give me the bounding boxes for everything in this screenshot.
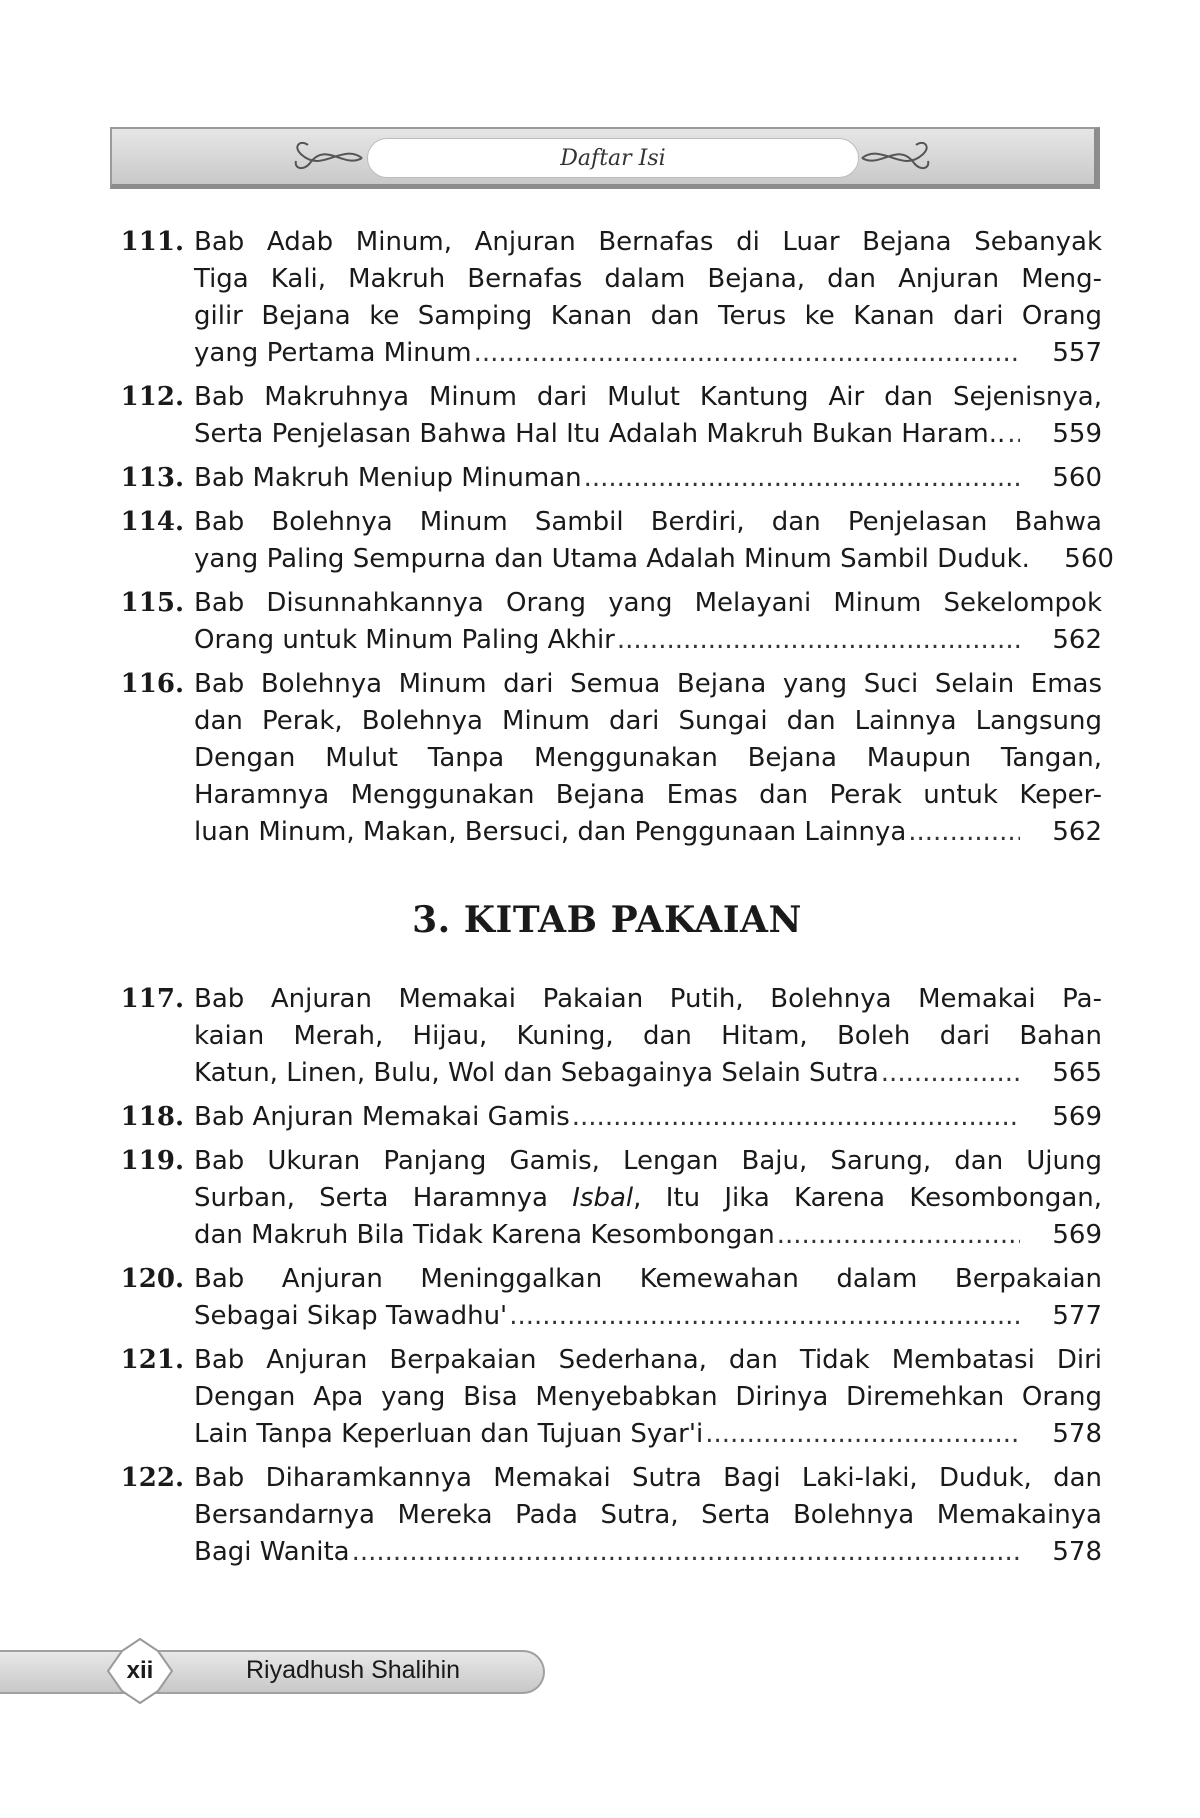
entry-line: Sebagai Sikap Tawadhu' [194,1301,508,1331]
entry-line: kaian Merah, Hijau, Kuning, dan Hitam, Boleh dari Bahan [194,1021,1102,1051]
entry-number: 113. [120,463,184,493]
entry-last-line [194,1055,1102,1092]
entry-line: Bab Diharamkannya Memakai Sutra Bagi Laki-laki, Duduk, dan [194,1463,1102,1493]
entry-number: 120. [120,1264,184,1294]
dot-leader [777,1217,1020,1254]
entry-line: dan Makruh Bila Tidak Karena Kesombongan [194,1220,775,1250]
entry-title [184,1261,1102,1335]
toc-entry [112,460,1102,497]
entry-last-line [194,1298,1102,1335]
entry-title [184,224,1102,372]
left-flourish-ornament [282,133,367,183]
entry-last-line [194,416,1102,453]
entry-title [184,1099,1102,1136]
entry-last-line [194,1217,1102,1254]
entry-last-line [194,460,1102,497]
toc-list-clothing [112,981,1102,1571]
entry-page-number: 560 [1064,544,1114,574]
toc-entry [112,585,1102,659]
table-of-contents [112,224,1114,1578]
entry-line: Bab Adab Minum, Anjuran Bernafas di Luar Bejana Sebanyak [194,227,1102,257]
entry-page-number: 562 [1052,817,1102,847]
entry-page-number: 578 [1052,1419,1102,1449]
entry-title [184,585,1102,659]
dot-leader [352,1534,1020,1571]
right-flourish-ornament [857,133,942,183]
entry-line: Bab Disunnahkannya Orang yang Melayani Minum Sekelompok [194,588,1102,618]
toc-entry [112,1099,1102,1136]
toc-entry [112,224,1102,372]
entry-line: Tiga Kali, Makruh Bernafas dalam Bejana, dan Anjuran Meng- [194,264,1102,294]
entry-line: Bab Anjuran Meninggalkan Kemewahan dalam Berpakaian [194,1264,1102,1294]
entry-number: 111. [120,227,184,257]
entry-title [184,460,1102,497]
entry-number: 117. [120,984,184,1014]
entry-number: 116. [120,669,184,699]
running-footer [0,1650,545,1694]
entry-line: Bab Anjuran Memakai Pakaian Putih, Bolehnya Memakai Pa- [194,984,1102,1014]
header-title-pill [367,138,859,178]
entry-page-number: 565 [1052,1058,1102,1088]
entry-title [184,981,1102,1092]
entry-title [184,504,1114,578]
entry-line: Bersandarnya Mereka Pada Sutra, Serta Bolehnya Memakainya [194,1500,1102,1530]
entry-page-number: 569 [1052,1102,1102,1132]
entry-last-line [194,541,1114,578]
dot-leader [509,1298,1020,1335]
entry-page-number: 560 [1052,463,1102,493]
toc-entry [112,981,1102,1092]
entry-line: yang Paling Sempurna dan Utama Adalah Minum Sambil Duduk. [194,544,1030,574]
entry-line: dan Perak, Bolehnya Minum dari Sungai dan Lainnya Langsung [194,706,1102,736]
entry-page-number: 557 [1052,338,1102,368]
entry-title [184,666,1102,851]
dot-leader [617,622,1020,659]
entry-line: Bagi Wanita [194,1537,350,1567]
entry-number: 118. [120,1102,184,1132]
entry-last-line [194,335,1102,372]
page-number: xii [126,1657,154,1684]
entry-title [184,1342,1102,1453]
toc-entry [112,1261,1102,1335]
toc-entry [112,1460,1102,1571]
entry-last-line [194,814,1102,851]
entry-number: 112. [120,382,184,412]
running-header [110,127,1100,189]
section-title: 3. KITAB PAKAIAN [412,899,802,941]
entry-line: Bab Anjuran Berpakaian Sederhana, dan Tidak Membatasi Diri [194,1345,1102,1375]
entry-page-number: 578 [1052,1537,1102,1567]
entry-number: 115. [120,588,184,618]
entry-number: 119. [120,1146,184,1176]
toc-entry [112,1143,1102,1254]
entry-title [184,1460,1102,1571]
toc-entry [112,1342,1102,1453]
dot-leader [584,460,1020,497]
entry-line: Bab Makruhnya Minum dari Mulut Kantung Air dan Sejenisnya, [194,382,1102,412]
entry-line: Dengan Apa yang Bisa Menyebabkan Dirinya Diremehkan Orang [194,1382,1102,1412]
entry-title [184,379,1102,453]
entry-page-number: 559 [1052,419,1102,449]
toc-list-drinking [112,224,1114,851]
dot-leader [1007,416,1020,453]
entry-line: Bab Bolehnya Minum dari Semua Bejana yang Suci Selain Emas [194,669,1102,699]
dot-leader [705,1416,1020,1453]
entry-line: Serta Penjelasan Bahwa Hal Itu Adalah Makruh Bukan Haram.. [194,419,1006,449]
entry-line: Orang untuk Minum Paling Akhir [194,625,615,655]
entry-last-line [194,1534,1102,1571]
entry-page-number: 562 [1052,625,1102,655]
entry-last-line [194,1099,1102,1136]
toc-entry [112,666,1102,851]
entry-line: Dengan Mulut Tanpa Menggunakan Bejana Maupun Tangan, [194,743,1102,773]
header-title: Daftar Isi [560,145,666,171]
dot-leader [572,1099,1020,1136]
entry-line: Bab Bolehnya Minum Sambil Berdiri, dan Penjelasan Bahwa [194,507,1102,537]
entry-number: 122. [120,1463,184,1493]
entry-number: 121. [120,1345,184,1375]
entry-page-number: 569 [1052,1220,1102,1250]
entry-line: luan Minum, Makan, Bersuci, dan Penggunaan Lainnya [194,817,907,847]
entry-page-number: 577 [1052,1301,1102,1331]
footer-book-title: Riyadhush Shalihin [246,1656,461,1684]
entry-line: Surban, Serta Haramnya Isbal, Itu Jika Karena Kesombongan, [194,1183,1102,1213]
dot-leader [881,1055,1020,1092]
entry-title [184,1143,1102,1254]
dot-leader [908,814,1020,851]
dot-leader [474,335,1020,372]
entry-line: Bab Ukuran Panjang Gamis, Lengan Baju, Sarung, dan Ujung [194,1146,1102,1176]
entry-line: Lain Tanpa Keperluan dan Tujuan Syar'i [194,1419,704,1449]
toc-entry [112,379,1102,453]
entry-line: Bab Anjuran Memakai Gamis [194,1102,570,1132]
entry-line: Bab Makruh Meniup Minuman [194,463,582,493]
entry-last-line [194,622,1102,659]
toc-entry [112,504,1114,578]
entry-line: Katun, Linen, Bulu, Wol dan Sebagainya Selain Sutra [194,1058,879,1088]
entry-last-line [194,1416,1102,1453]
entry-line: gilir Bejana ke Samping Kanan dan Terus ke Kanan dari Orang [194,301,1102,331]
entry-number: 114. [120,507,184,537]
entry-line: Haramnya Menggunakan Bejana Emas dan Perak untuk Keper- [194,780,1102,810]
entry-line: yang Pertama Minum [194,338,472,368]
